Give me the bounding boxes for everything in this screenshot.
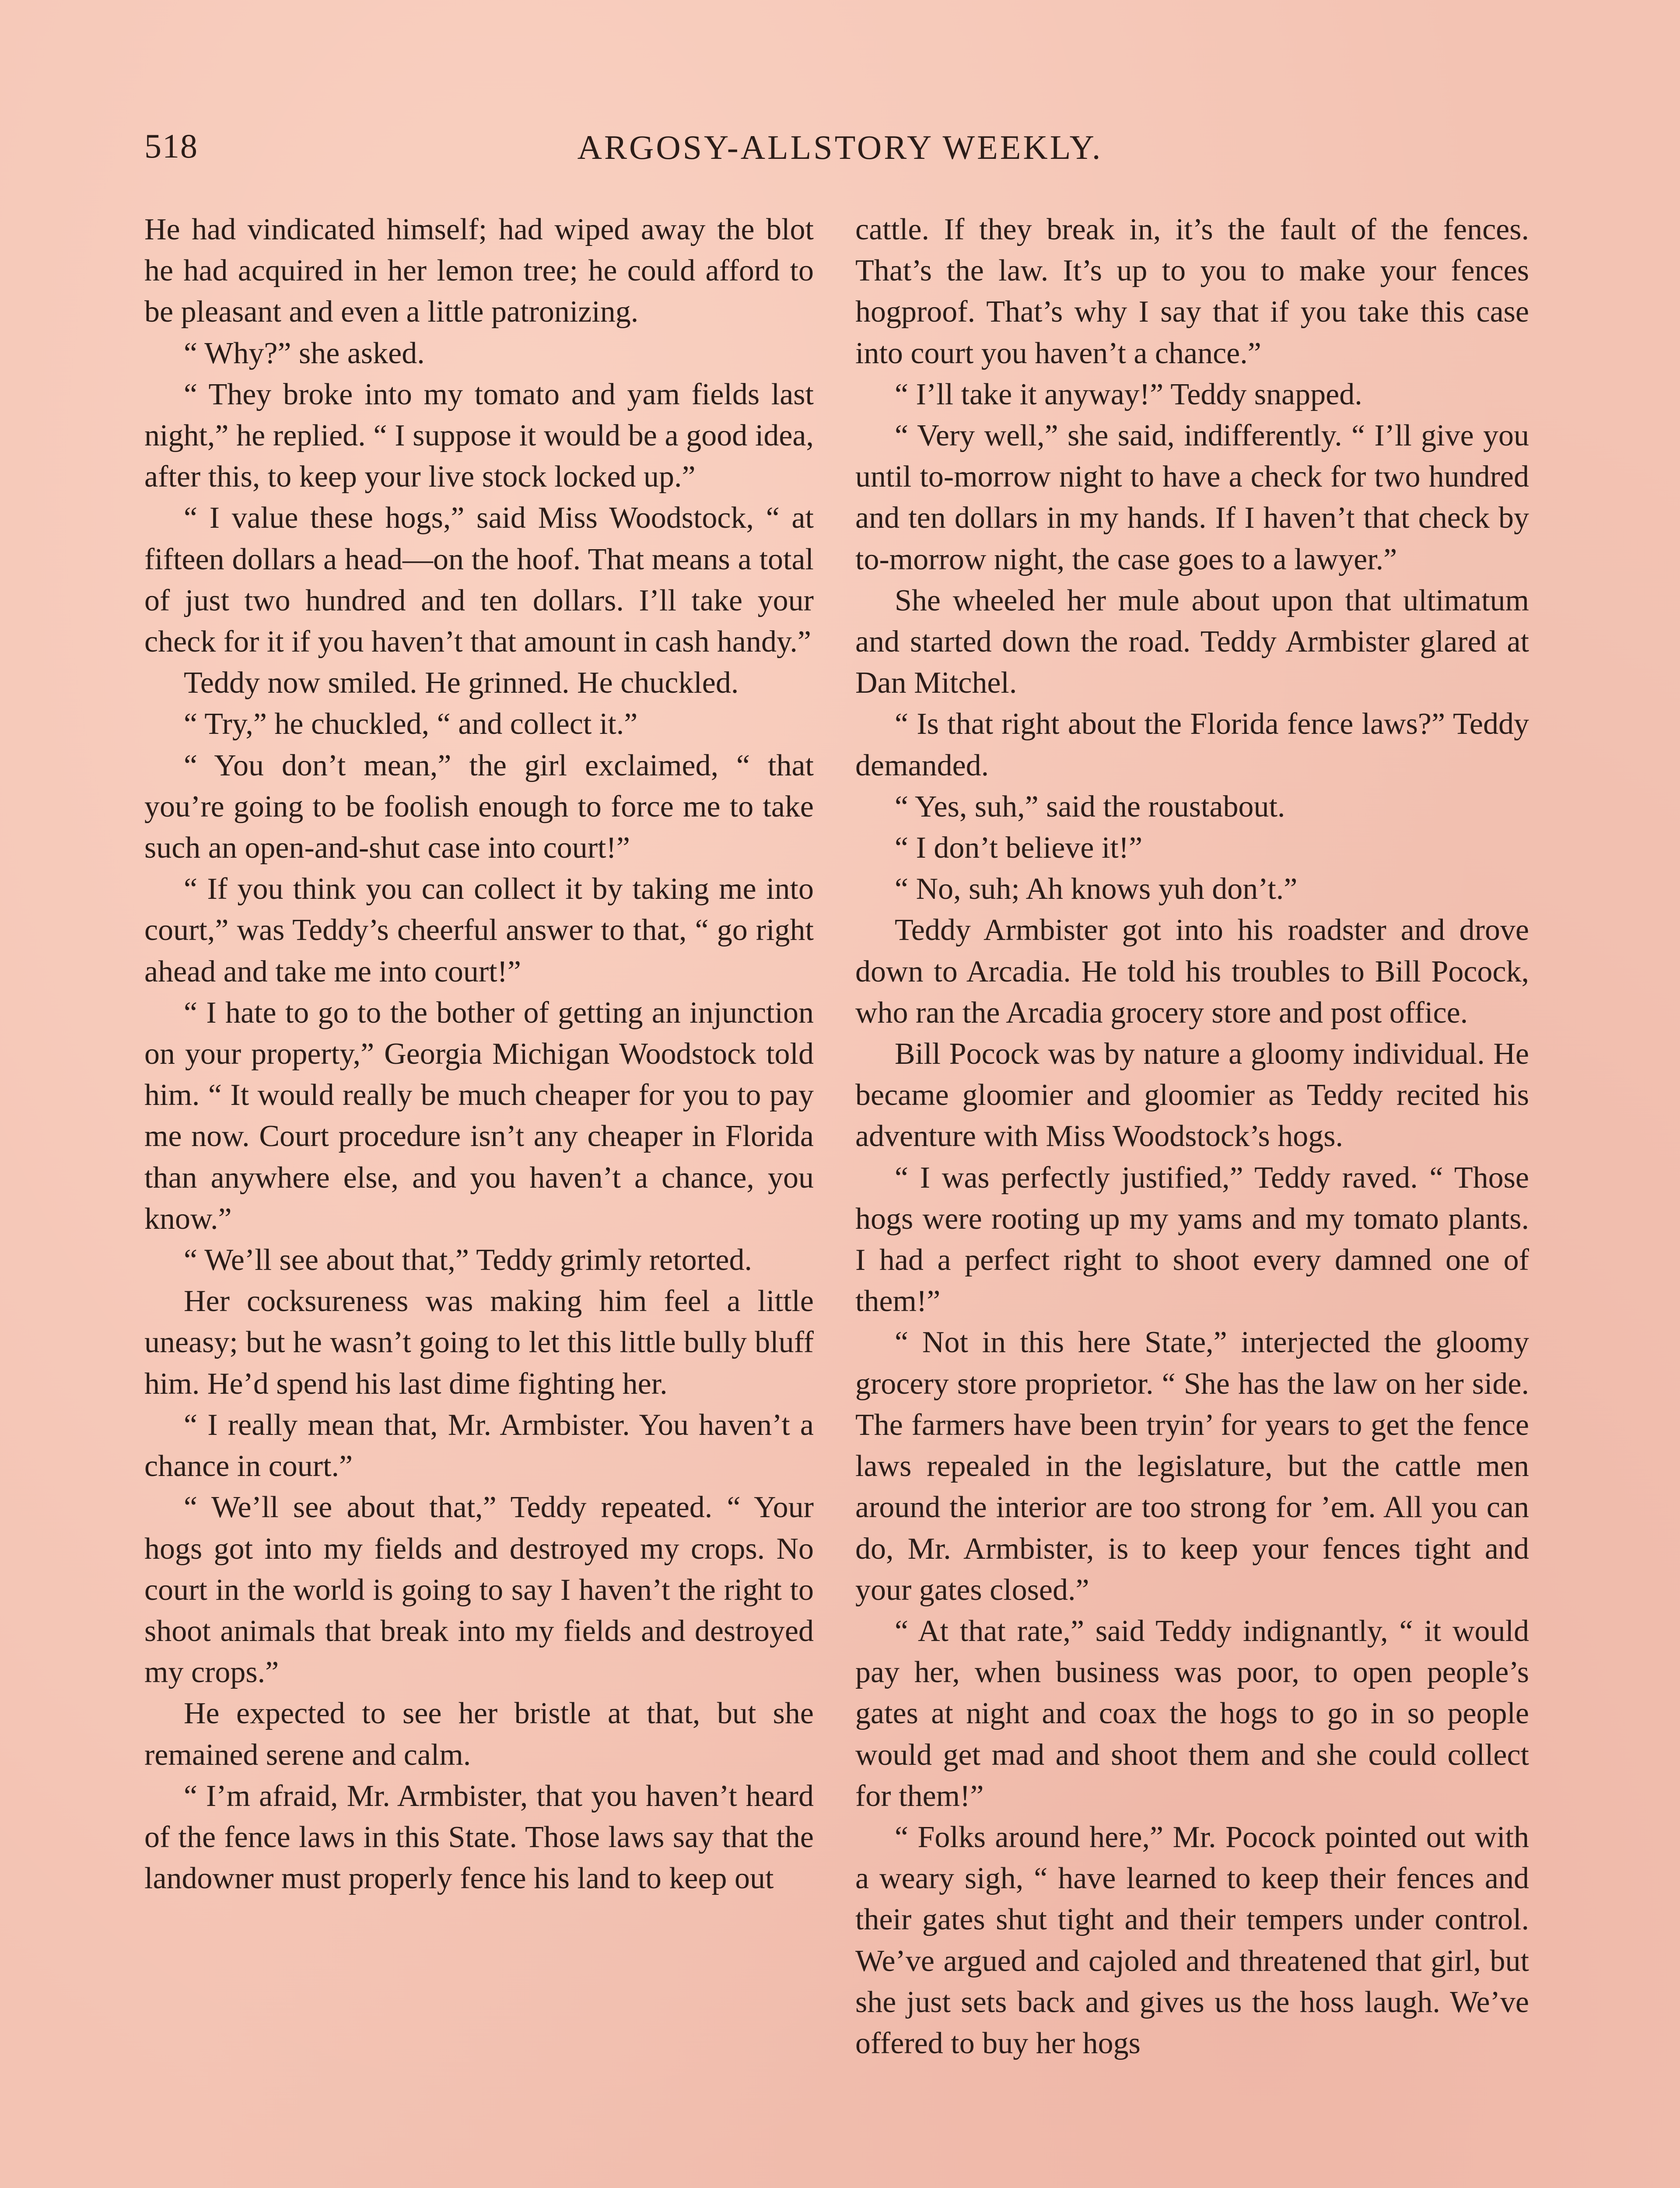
paragraph: “ We’ll see about that,” Teddy repeated. “ Your hogs got into my fields and destroyed my crops. No court in the world is going to say I haven’t the right to shoot animals that break into my fields and destroyed my crops.” <box>144 1490 814 1690</box>
paragraph: “ We’ll see about that,” Teddy grimly retorted. <box>184 1243 752 1277</box>
paragraph: Teddy Armbister got into his roadster and drove down to Arcadia. He told his troubles to Bill Pocock, who ran the Arcadia grocery store and post office. <box>855 913 1529 1030</box>
running-head: ARGOSY-ALLSTORY WEEKLY. <box>577 128 1103 166</box>
paragraph: “ Try,” he chuckled, “ and collect it.” <box>184 707 638 741</box>
paragraph: “ Very well,” she said, indifferently. “ I’ll give you until to-morrow night to have a check for two hundred and ten dollars in my hands. If I haven’t that check by to-morrow night, the case goes to a lawyer.” <box>855 419 1529 576</box>
paragraph: “ I really mean that, Mr. Armbister. You haven’t a chance in court.” <box>144 1408 814 1483</box>
paragraph: “ I don’t believe it!” <box>895 831 1143 865</box>
paragraph: “ I’ll take it anyway!” Teddy snapped. <box>895 377 1362 411</box>
left-column <box>144 209 814 1899</box>
paragraph: “ You don’t mean,” the girl exclaimed, “ that you’re going to be foolish enough to force me to take such an open-and-shut case into court!” <box>144 748 814 865</box>
paragraph: He expected to see her bristle at that, but she remained serene and calm. <box>144 1697 814 1772</box>
paragraph: “ They broke into my tomato and yam fields last night,” he replied. “ I suppose it would be a good idea, after this, to keep your live stock locked up.” <box>144 377 814 494</box>
paragraph: Her cocksureness was making him feel a little uneasy; but he wasn’t going to let this little bully bluff him. He’d spend his last dime fighting her. <box>144 1284 814 1401</box>
paragraph: cattle. If they break in, it’s the fault of the fences. That’s the law. It’s up to you to make your fences hogproof. That’s why I say that if you take this case into court you haven’t a chance.” <box>855 213 1529 370</box>
page-number: 518 <box>144 127 198 165</box>
paragraph: “ I’m afraid, Mr. Armbister, that you haven’t heard of the fence laws in this State. Those laws say that the landowner must properly fence his land to keep out <box>144 1779 814 1896</box>
paragraph: “ I was perfectly justified,” Teddy raved. “ Those hogs were rooting up my yams and my tomato plants. I had a perfect right to shoot every damned one of them!” <box>855 1161 1529 1318</box>
paragraph: “ Folks around here,” Mr. Pocock pointed out with a weary sigh, “ have learned to keep their fences and their gates shut tight and their tempers under control. We’ve argued and cajoled and threatened that girl, but she just sets back and gives us the hoss laugh. We’ve offered to buy her hogs <box>855 1820 1529 2060</box>
paragraph: She wheeled her mule about upon that ultimatum and started down the road. Teddy Armbister glared at Dan Mitchel. <box>855 583 1529 700</box>
paragraph: “ I value these hogs,” said Miss Woodstock, “ at fifteen dollars a head—on the hoof. That means a total of just two hundred and ten dollars. I’ll take your check for it if you haven’t that amount in cash handy.” <box>144 501 814 659</box>
paragraph: “ Not in this here State,” interjected the gloomy grocery store proprietor. “ She has the law on her side. The farmers have been tryin’ for years to get the fence laws repealed in the legislature, but the cattle men around the interior are too strong for ’em. All you can do, Mr. Armbister, is to keep your fences tight and your gates closed.” <box>855 1325 1529 1607</box>
paragraph: Teddy now smiled. He grinned. He chuckled. <box>184 666 739 700</box>
paragraph: “ Is that right about the Florida fence laws?” Teddy demanded. <box>855 707 1529 782</box>
paragraph: Bill Pocock was by nature a gloomy individual. He became gloomier and gloomier as Teddy recited his adventure with Miss Woodstock’s hogs. <box>855 1037 1529 1154</box>
right-column <box>855 209 1529 2064</box>
paragraph: “ Yes, suh,” said the roustabout. <box>895 789 1285 824</box>
paragraph: “ At that rate,” said Teddy indignantly, “ it would pay her, when business was poor, to open people’s gates at night and coax the hogs to go in so people would get mad and shoot them and she could collect for them!” <box>855 1614 1529 1813</box>
paragraph: “ Why?” she asked. <box>184 336 425 370</box>
paragraph: He had vindicated himself; had wiped away the blot he had acquired in her lemon tree; he could afford to be pleasant and even a little patronizing. <box>144 213 814 329</box>
paragraph: “ If you think you can collect it by taking me into court,” was Teddy’s cheerful answer to that, “ go right ahead and take me into court!” <box>144 872 814 989</box>
paragraph: “ I hate to go to the bother of getting an injunction on your property,” Georgia Michigan Woodstock told him. “ It would really be much cheaper for you to pay me now. Court procedure isn’t any cheaper in Florida than anywhere else, and you haven’t a chance, you know.” <box>144 996 814 1236</box>
paragraph: “ No, suh; Ah knows yuh don’t.” <box>895 872 1298 906</box>
